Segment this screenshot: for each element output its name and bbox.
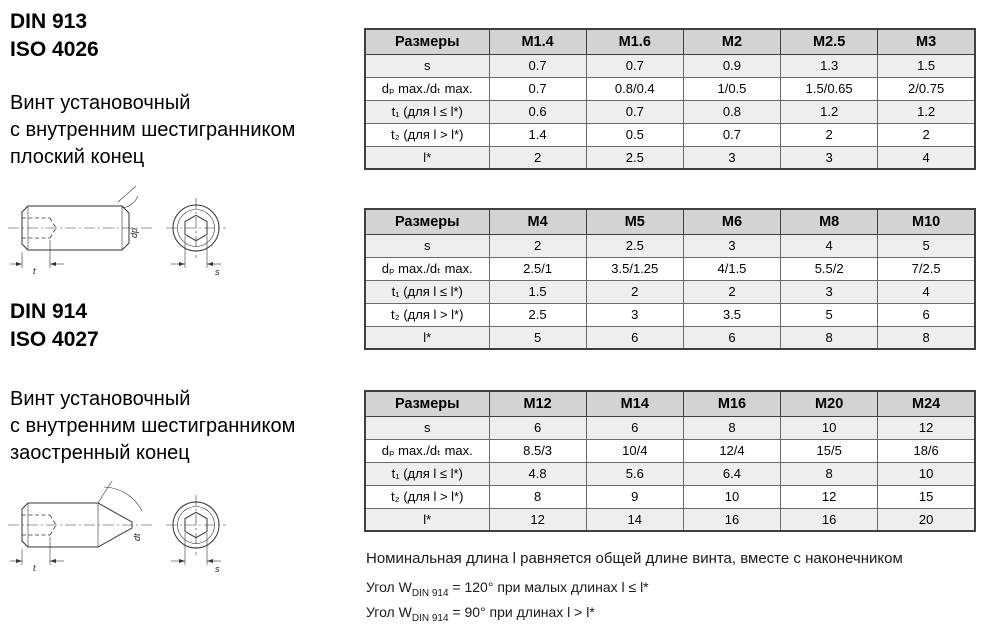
value-cell: 5.5/2 (781, 257, 878, 280)
thread-size-header: M10 (878, 209, 975, 234)
spec-table-m12-m24 (364, 390, 976, 532)
header-row (365, 209, 975, 234)
value-cell: 16 (781, 508, 878, 531)
value-cell: 2.5/1 (489, 257, 586, 280)
value-cell: 9 (586, 485, 683, 508)
value-cell: 2 (781, 123, 878, 146)
value-cell: 12 (781, 485, 878, 508)
thread-size-header: M6 (683, 209, 780, 234)
thread-size-header: M14 (586, 391, 683, 416)
value-cell: 3 (586, 303, 683, 326)
value-cell: 12 (878, 416, 975, 439)
value-cell: 2.5 (586, 146, 683, 169)
value-cell: 0.5 (586, 123, 683, 146)
row-label: t₁ (для l ≤ l*) (365, 280, 489, 303)
value-cell: 1.2 (781, 100, 878, 123)
spec-row (365, 257, 975, 280)
value-cell: 0.8 (683, 100, 780, 123)
value-cell: 12 (489, 508, 586, 531)
value-cell: 2/0.75 (878, 77, 975, 100)
thread-size-header: M2 (683, 29, 780, 54)
value-cell: 0.7 (586, 54, 683, 77)
value-cell: 1.2 (878, 100, 975, 123)
value-cell: 18/6 (878, 439, 975, 462)
value-cell: 0.7 (489, 77, 586, 100)
spec-row (365, 462, 975, 485)
note-text-part: = 120° при малых длинах l ≤ l* (448, 579, 649, 595)
spec-row (365, 100, 975, 123)
row-label: l* (365, 508, 489, 531)
value-cell: 20 (878, 508, 975, 531)
row-label: t₁ (для l ≤ l*) (365, 100, 489, 123)
row-label: t₂ (для l > l*) (365, 303, 489, 326)
value-cell: 3.5/1.25 (586, 257, 683, 280)
note-text-part: Угол W (366, 579, 412, 595)
size-column-header: Размеры (365, 391, 489, 416)
value-cell: 3 (683, 146, 780, 169)
value-cell: 0.7 (586, 100, 683, 123)
value-cell: 0.6 (489, 100, 586, 123)
note-angle-90 (366, 604, 595, 624)
value-cell: 8 (683, 416, 780, 439)
row-label: t₂ (для l > l*) (365, 123, 489, 146)
row-label: t₂ (для l > l*) (365, 485, 489, 508)
standard-block-din913 (10, 8, 99, 64)
description-line: плоский конец (10, 146, 145, 168)
value-cell: 12/4 (683, 439, 780, 462)
note-nominal-length: Номинальная длина l равняется общей длине винта, вместе с наконечником (366, 550, 903, 567)
value-cell: 6.4 (683, 462, 780, 485)
spec-row (365, 439, 975, 462)
value-cell: 8 (489, 485, 586, 508)
value-cell: 1.5 (878, 54, 975, 77)
value-cell: 4 (878, 146, 975, 169)
thread-size-header: M1.4 (489, 29, 586, 54)
header-row (365, 29, 975, 54)
description-line: Винт установочный (10, 388, 191, 410)
end-view (166, 495, 226, 565)
value-cell: 5 (489, 326, 586, 349)
row-label: dₚ max./dₜ max. (365, 257, 489, 280)
drawing-flat-point-set-screw (6, 180, 256, 276)
spec-row (365, 280, 975, 303)
value-cell: 15 (878, 485, 975, 508)
value-cell: 2 (683, 280, 780, 303)
value-cell: 3 (781, 280, 878, 303)
note-angle-120 (366, 579, 649, 599)
value-cell: 14 (586, 508, 683, 531)
value-cell: 8 (781, 462, 878, 485)
thread-size-header: M3 (878, 29, 975, 54)
value-cell: 5.6 (586, 462, 683, 485)
spec-row (365, 326, 975, 349)
value-cell: 6 (586, 416, 683, 439)
dim-label-s: s (215, 564, 220, 573)
value-cell: 0.7 (683, 123, 780, 146)
value-cell: 4.8 (489, 462, 586, 485)
value-cell: 10 (683, 485, 780, 508)
value-cell: 2 (878, 123, 975, 146)
iso-number-4026: ISO 4026 (10, 38, 99, 61)
value-cell: 4 (781, 234, 878, 257)
spec-table-m4-m10 (364, 208, 976, 350)
row-label: dₚ max./dₜ max. (365, 439, 489, 462)
dimension-labels (33, 228, 220, 276)
row-label: s (365, 416, 489, 439)
value-cell: 10 (878, 462, 975, 485)
value-cell: 6 (586, 326, 683, 349)
dim-label-dt: dt (132, 533, 142, 541)
dim-label-dp: dp (129, 227, 139, 238)
spec-row (365, 416, 975, 439)
dimension-labels (33, 533, 220, 573)
value-cell: 10 (781, 416, 878, 439)
value-cell: 1.5 (489, 280, 586, 303)
iso-number-4027: ISO 4027 (10, 328, 99, 351)
thread-size-header: M5 (586, 209, 683, 234)
end-view (166, 198, 226, 268)
spec-row (365, 123, 975, 146)
row-label: t₁ (для l ≤ l*) (365, 462, 489, 485)
thread-size-header: M1.6 (586, 29, 683, 54)
value-cell: 1.5/0.65 (781, 77, 878, 100)
spec-row (365, 77, 975, 100)
spec-row (365, 234, 975, 257)
size-column-header: Размеры (365, 29, 489, 54)
drawing-cone-point-set-screw (6, 477, 256, 573)
header-row (365, 391, 975, 416)
value-cell: 6 (878, 303, 975, 326)
thread-size-header: M24 (878, 391, 975, 416)
row-label: l* (365, 146, 489, 169)
value-cell: 2 (489, 234, 586, 257)
description-line: с внутренним шестигранником (10, 415, 296, 437)
standard-block-din914 (10, 298, 99, 354)
value-cell: 4 (878, 280, 975, 303)
value-cell: 5 (781, 303, 878, 326)
spec-row (365, 54, 975, 77)
description-line: Винт установочный (10, 92, 191, 114)
side-view (8, 186, 152, 268)
description-line: с внутренним шестигранником (10, 119, 296, 141)
value-cell: 2.5 (586, 234, 683, 257)
value-cell: 10/4 (586, 439, 683, 462)
value-cell: 0.8/0.4 (586, 77, 683, 100)
dim-label-t: t (33, 266, 36, 276)
din-number-913: DIN 913 (10, 10, 88, 33)
t-dimension (10, 240, 64, 268)
size-column-header: Размеры (365, 209, 489, 234)
value-cell: 2 (489, 146, 586, 169)
note-subscript: DIN 914 (411, 587, 449, 599)
value-cell: 0.7 (489, 54, 586, 77)
value-cell: 2 (586, 280, 683, 303)
value-cell: 1.4 (489, 123, 586, 146)
value-cell: 3.5 (683, 303, 780, 326)
row-label: s (365, 54, 489, 77)
thread-size-header: M2.5 (781, 29, 878, 54)
spec-row (365, 146, 975, 169)
value-cell: 15/5 (781, 439, 878, 462)
spec-row (365, 508, 975, 531)
description-line: заостренный конец (10, 442, 190, 464)
value-cell: 6 (489, 416, 586, 439)
thread-size-header: M8 (781, 209, 878, 234)
dim-label-s: s (215, 267, 220, 276)
value-cell: 5 (878, 234, 975, 257)
thread-size-header: M4 (489, 209, 586, 234)
spec-row (365, 485, 975, 508)
value-cell: 2.5 (489, 303, 586, 326)
thread-size-header: M20 (781, 391, 878, 416)
value-cell: 8.5/3 (489, 439, 586, 462)
value-cell: 6 (683, 326, 780, 349)
spec-row (365, 303, 975, 326)
row-label: dₚ max./dₜ max. (365, 77, 489, 100)
note-subscript: DIN 914 (411, 612, 449, 624)
t-dimension (10, 537, 64, 565)
value-cell: 8 (878, 326, 975, 349)
thread-size-header: M16 (683, 391, 780, 416)
value-cell: 1/0.5 (683, 77, 780, 100)
value-cell: 4/1.5 (683, 257, 780, 280)
value-cell: 0.9 (683, 54, 780, 77)
description-din914 (10, 386, 295, 467)
dim-label-t: t (33, 563, 36, 573)
description-din913 (10, 90, 295, 171)
value-cell: 3 (683, 234, 780, 257)
note-text-part: Угол W (366, 604, 412, 620)
value-cell: 3 (781, 146, 878, 169)
note-text-part: = 90° при длинах l > l* (448, 604, 595, 620)
row-label: l* (365, 326, 489, 349)
value-cell: 1.3 (781, 54, 878, 77)
row-label: s (365, 234, 489, 257)
side-view (8, 481, 152, 565)
thread-size-header: M12 (489, 391, 586, 416)
value-cell: 7/2.5 (878, 257, 975, 280)
value-cell: 8 (781, 326, 878, 349)
value-cell: 16 (683, 508, 780, 531)
din-number-914: DIN 914 (10, 300, 88, 323)
spec-table-m1_4-m3 (364, 28, 976, 170)
